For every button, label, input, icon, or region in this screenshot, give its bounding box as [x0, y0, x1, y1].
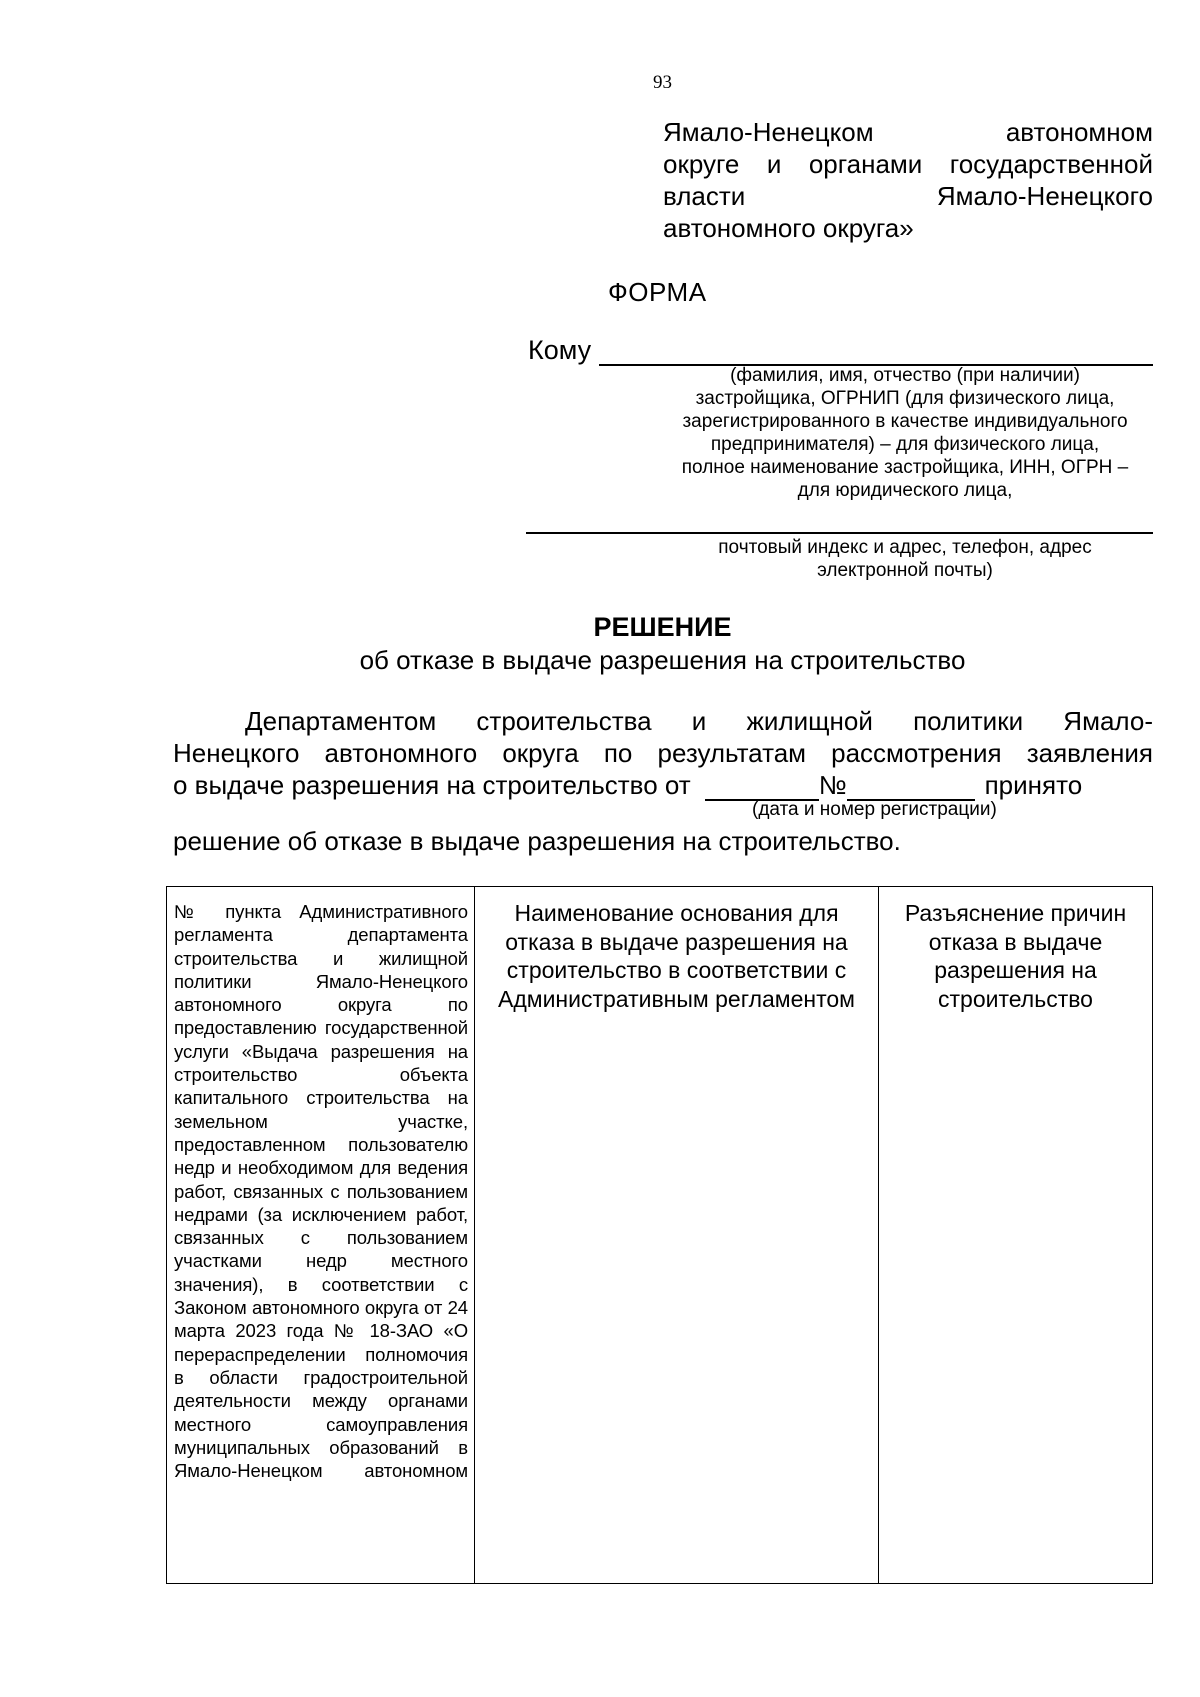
- number-sign: №: [818, 770, 847, 800]
- recipient-hint-line: полное наименование застройщика, ИНН, ОГРН –: [681, 457, 1129, 478]
- recipient-hint-line: предпринимателя) – для физического лица,: [710, 434, 1100, 455]
- recipient-hint-line: для юридического лица,: [797, 480, 1013, 501]
- address-blank-line[interactable]: [526, 532, 1153, 534]
- form-title: ФОРМА: [608, 277, 707, 307]
- approval-line: автономного округа»: [663, 213, 914, 243]
- table-cell-refusal-explanation: [879, 887, 1153, 1584]
- table-row: [167, 887, 1153, 1584]
- column-header-refusal-explanation: Разъяснение причин отказа в выдаче разрешения на строительство: [904, 900, 1127, 1012]
- body-line: принято: [984, 770, 1083, 800]
- address-hint-line: почтовый индекс и адрес, телефон, адрес: [718, 537, 1092, 558]
- column-header-regulation-clause: № пункта Административного регламента департамента строительства и жилищной политики Ямало-Ненецкого автономного округа по предоставлению государственной услуги «Выдача разрешения на строительство объекта капитального строительства на земельном участке, предоставленном пользователю недр и необходимом для ведения работ, связанных с пользованием недрами (за исключением работ, связанных с пользованием участками недр местного значения), в соответствии с Законом автономного округа от 24 марта 2023 года № 18-ЗАО «О перераспределении полномочия в области градостроительной деятельности между органами местного самоуправления муниципальных образований в Ямало-Ненецком автономном: [174, 901, 468, 1482]
- body-line: Департаментом строительства и жилищной политики Ямало-: [245, 706, 1153, 736]
- recipient-hint-line: зарегистрированного в качестве индивидуального: [682, 411, 1128, 432]
- registration-row: [173, 769, 1153, 801]
- body-line: решение об отказе в выдаче разрешения на строительство.: [173, 826, 901, 856]
- page-number: 93: [653, 72, 672, 93]
- registration-date-blank[interactable]: [705, 775, 819, 801]
- refusal-grounds-table: [166, 886, 1153, 1584]
- table-cell-refusal-ground: [475, 887, 879, 1584]
- recipient-row: [528, 332, 1153, 366]
- table-cell-regulation-clause: [167, 887, 475, 1584]
- body-line: Ненецкого автономного округа по результатам рассмотрения заявления: [173, 738, 1153, 768]
- approval-line: округе и органами государственной: [663, 149, 1153, 179]
- approval-line: Ямало-Ненецком автономном: [663, 117, 1153, 147]
- body-line: о выдаче разрешения на строительство от: [173, 770, 691, 800]
- address-hint: [680, 536, 1130, 582]
- approval-line: власти Ямало-Ненецкого: [663, 181, 1153, 211]
- approval-reference: [663, 116, 1153, 244]
- registration-number-blank[interactable]: [847, 775, 975, 801]
- decision-body: [173, 705, 1153, 801]
- recipient-hint: [645, 364, 1165, 502]
- recipient-hint-line: (фамилия, имя, отчество (при наличии): [730, 365, 1080, 386]
- recipient-hint-line: застройщика, ОГРНИП (для физического лица,: [695, 388, 1115, 409]
- recipient-blank-line[interactable]: [599, 336, 1153, 366]
- column-header-refusal-ground: Наименование основания для отказа в выдаче разрешения на строительство в соответствии с Административным регламентом: [498, 900, 855, 1012]
- recipient-label: Кому: [528, 335, 592, 365]
- address-hint-line: электронной почты): [817, 560, 993, 581]
- decision-subtitle: об отказе в выдаче разрешения на строительство: [359, 645, 966, 675]
- decision-title: РЕШЕНИЕ: [593, 612, 732, 642]
- registration-hint: (дата и номер регистрации): [752, 799, 997, 820]
